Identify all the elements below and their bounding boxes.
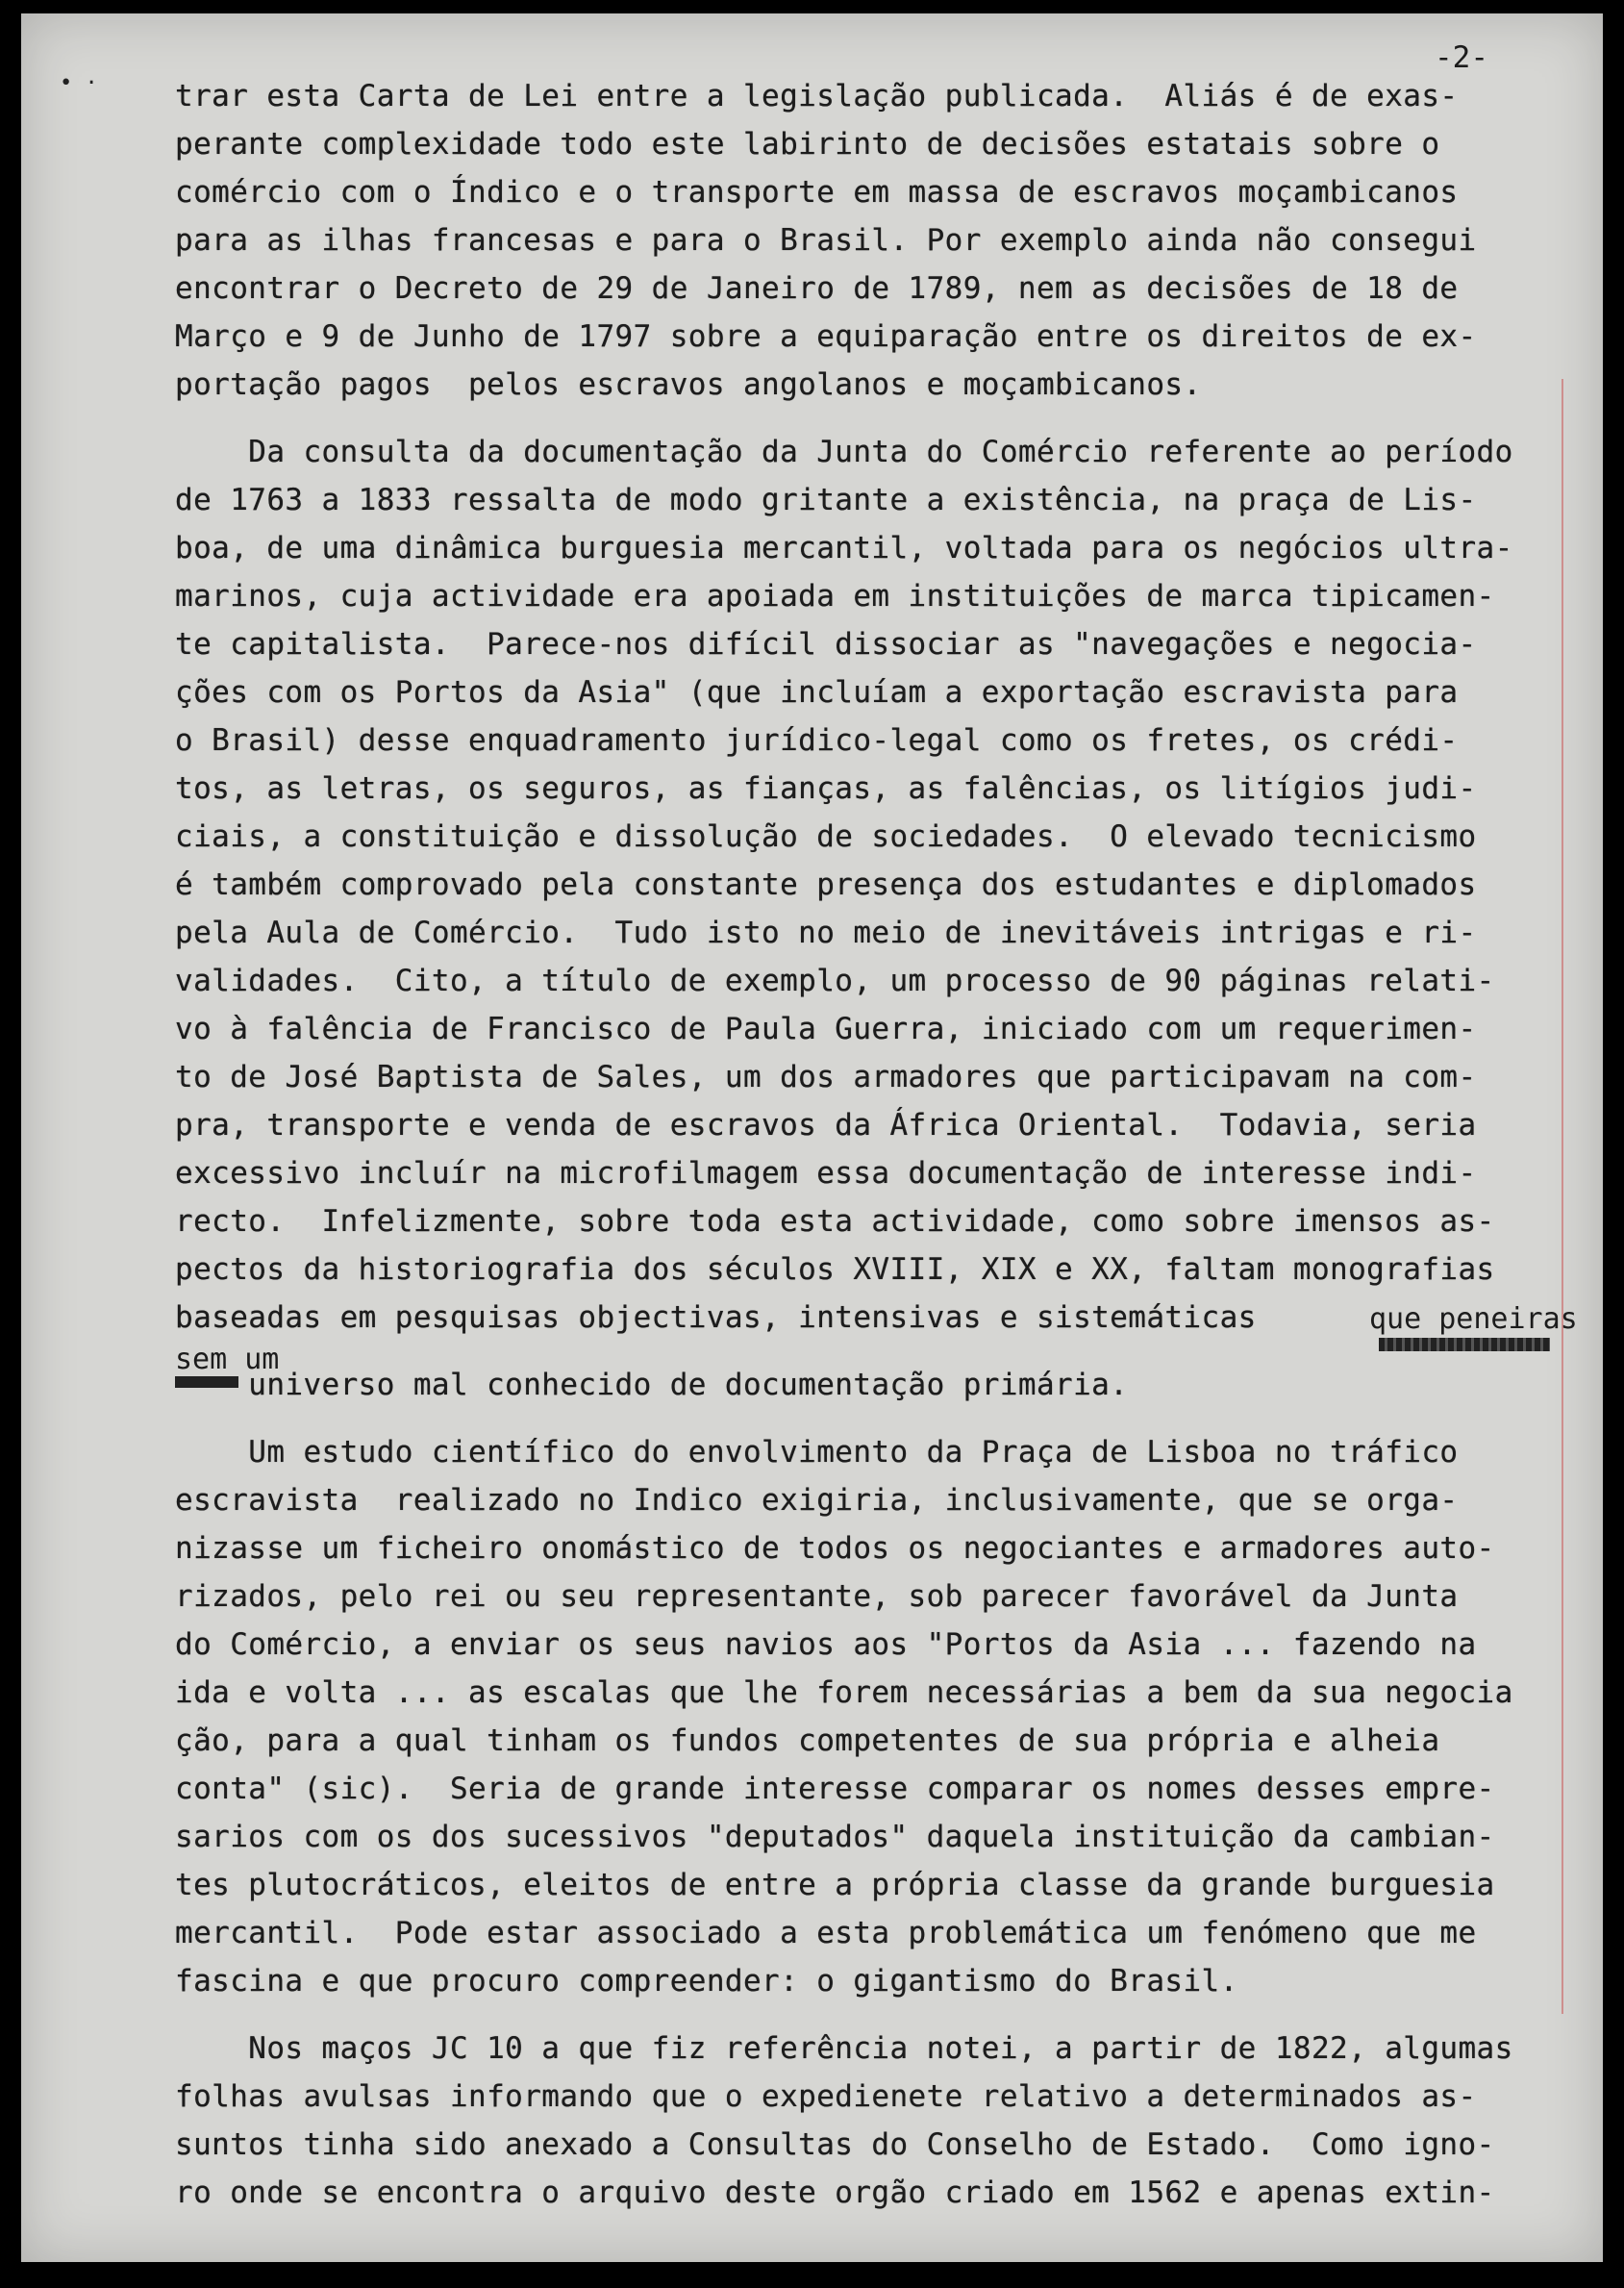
text-line: comércio com o Índico e o transporte em massa de escravos moçambicanos [175,175,1459,210]
text-line: pela Aula de Comércio. Tudo isto no meio de inevitáveis intrigas e ri- [175,916,1477,950]
text-line: universo mal conhecido de documentação primária. [175,1368,1129,1402]
text-line: do Comércio, a enviar os seus navios aos "Portos da Asia ... fazendo na [175,1627,1477,1662]
text-line: portação pagos pelos escravos angolanos e moçambicanos. [175,367,1202,402]
text-line: baseadas em pesquisas objectivas, intensivas e sistemáticas [175,1300,1257,1335]
text-line: pectos da historiografia dos séculos XVIII, XIX e XX, faltam monografias [175,1252,1495,1287]
text-line: conta" (sic). Seria de grande interesse comparar os nomes desses empre- [175,1772,1495,1806]
text-line: tes plutocráticos, eleitos de entre a própria classe da grande burguesia [175,1868,1495,1902]
text-line: folhas avulsas informando que o expedienete relativo a determinados as- [175,2079,1477,2114]
document-page [21,13,1603,2262]
text-line: te capitalista. Parece-nos difícil dissociar as "navegações e negocia- [175,627,1477,662]
typed-insertion: sem um [175,1343,280,1376]
text-line: Março e 9 de Junho de 1797 sobre a equiparação entre os direitos de ex- [175,319,1477,354]
text-line: tos, as letras, os seguros, as fianças, as falências, os litígios judi- [175,771,1477,806]
text-line: ida e volta ... as escalas que lhe forem necessárias a bem da sua negocia [175,1675,1513,1710]
text-line: é também comprovado pela constante presença dos estudantes e diplomados [175,867,1477,902]
text-line: excessivo incluír na microfilmagem essa documentação de interesse indi- [175,1156,1477,1191]
text-line: ro onde se encontra o arquivo deste orgão criado em 1562 e apenas extin- [175,2175,1495,2210]
text-line: para as ilhas francesas e para o Brasil. Por exemplo ainda não consegui [175,223,1477,258]
text-line: Da consulta da documentação da Junta do Comércio referente ao período [175,435,1513,469]
text-line: trar esta Carta de Lei entre a legislação publicada. Aliás é de exas- [175,79,1459,113]
text-line: de 1763 a 1833 ressalta de modo gritante a existência, na praça de Lis- [175,483,1477,517]
text-line: escravista realizado no Indico exigiria, inclusivamente, que se orga- [175,1483,1459,1518]
text-line: Nos maços JC 10 a que fiz referência notei, a partir de 1822, algumas [175,2031,1513,2066]
text-line: encontrar o Decreto de 29 de Janeiro de 1789, nem as decisões de 18 de [175,271,1459,306]
text-line: mercantil. Pode estar associado a esta problemática um fenómeno que me [175,1916,1477,1950]
text-line: validades. Cito, a título de exemplo, um processo de 90 páginas relati- [175,964,1495,998]
text-line: vo à falência de Francisco de Paula Guerra, iniciado com um requerimen- [175,1012,1477,1046]
text-line: sarios com os dos sucessivos "deputados" daquela instituição da cambian- [175,1820,1495,1854]
text-line: o Brasil) desse enquadramento jurídico-legal como os fretes, os crédi- [175,723,1459,758]
text-line: to de José Baptista de Sales, um dos armadores que participavam na com- [175,1060,1477,1094]
text-line: pra, transporte e venda de escravos da África Oriental. Todavia, seria [175,1108,1477,1143]
text-line: fascina e que procuro compreender: o gigantismo do Brasil. [175,1964,1238,1999]
text-line: ções com os Portos da Asia" (que incluíam a exportação escravista para [175,675,1459,710]
struck-out-text [1379,1338,1550,1351]
text-line: ciais, a constituição e dissolução de sociedades. O elevado tecnicismo [175,819,1477,854]
text-line: marinos, cuja actividade era apoiada em instituições de marca tipicamen- [175,579,1495,614]
page-number: -2- [1435,40,1488,75]
text-line: nizasse um ficheiro onomástico de todos os negociantes e armadores auto- [175,1531,1495,1566]
text-line: recto. Infelizmente, sobre toda esta actividade, como sobre imensos as- [175,1204,1495,1239]
text-line: perante complexidade todo este labirinto de decisões estatais sobre o [175,127,1440,162]
text-line: suntos tinha sido anexado a Consultas do Conselho de Estado. Como igno- [175,2127,1495,2162]
corner-mark: • · [60,71,98,95]
text-line: Um estudo científico do envolvimento da Praça de Lisboa no tráfico [175,1435,1459,1470]
margin-line [1562,379,1563,2014]
typed-insertion: que peneiras [1369,1302,1578,1336]
text-line: ção, para a qual tinham os fundos competentes de sua própria e alheia [175,1723,1440,1758]
text-line: rizados, pelo rei ou seu representante, sob parecer favorável da Junta [175,1579,1459,1614]
text-line: boa, de uma dinâmica burguesia mercantil, voltada para os negócios ultra- [175,531,1513,566]
